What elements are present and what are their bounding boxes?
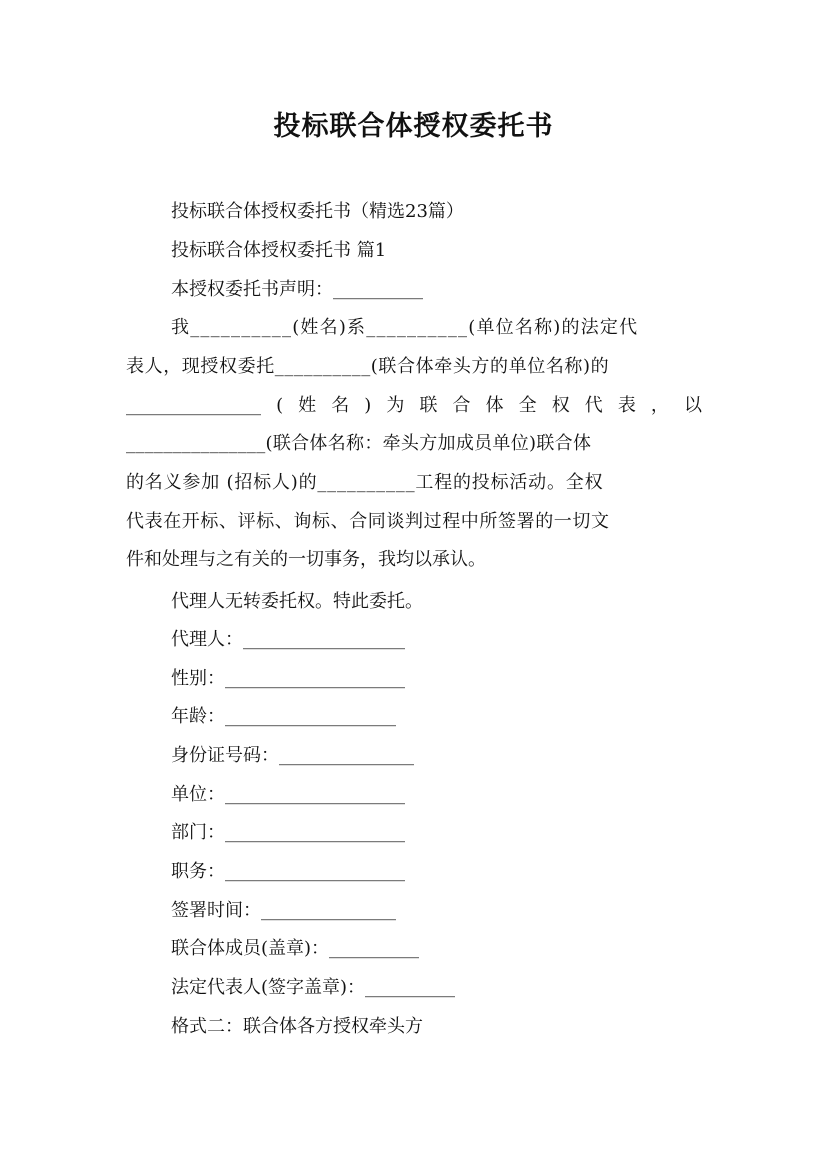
field-gender: 性别：____________________ (171, 668, 405, 689)
document-title: 投标联合体授权委托书 (273, 111, 554, 142)
body-line-3-char: _______________ (126, 395, 261, 416)
body-line-3-char: 表 (617, 395, 636, 416)
body-line-4: _______________(联合体名称：牵头方加成员单位)联合体 (126, 433, 592, 454)
body-line-3-char: 权 (551, 395, 570, 416)
body-line-3-char: 代 (584, 395, 603, 416)
format-two-heading: 格式二：联合体各方授权牵头方 (171, 1016, 423, 1037)
body-line-3-char: 以 (683, 395, 702, 416)
body-line-3-char: 为 (386, 395, 405, 416)
field-legal-rep-seal: 法定代表人(签字盖章)：__________ (171, 977, 456, 998)
body-line-1: 我__________(姓名)系__________(单位名称)的法定代 (171, 317, 639, 338)
field-agent: 代理人：__________________ (171, 629, 405, 650)
declaration-line: 本授权委托书声明：__________ (171, 279, 423, 300)
no-transfer-line: 代理人无转委托权。特此委托。 (171, 591, 423, 612)
field-department: 部门：____________________ (171, 822, 405, 843)
body-line-2: 表人，现授权委托__________(联合体牵头方的单位名称)的 (126, 356, 610, 377)
intro-line: 投标联合体授权委托书（精选23篇） (171, 201, 464, 222)
field-sign-time: 签署时间：_______________ (171, 900, 396, 921)
field-age: 年龄：___________________ (171, 706, 396, 727)
body-line-3-char: 名 (331, 395, 350, 416)
body-line-5: 的名义参加 (招标人)的__________工程的投标活动。全权 (126, 472, 604, 493)
field-unit: 单位：____________________ (171, 784, 405, 805)
body-line-6: 代表在开标、评标、询标、合同谈判过程中所签署的一切文 (126, 511, 610, 532)
body-line-3-char: 体 (485, 395, 504, 416)
body-line-7: 件和处理与之有关的一切事务，我均以承认。 (126, 549, 486, 570)
field-id-number: 身份证号码：_______________ (171, 745, 414, 766)
field-member-seal: 联合体成员(盖章)：__________ (171, 938, 420, 959)
body-line-3-char: ( (276, 395, 284, 416)
part-heading: 投标联合体授权委托书 篇1 (171, 240, 387, 261)
body-line-3-char: 联 (419, 395, 438, 416)
body-line-3-char: 合 (452, 395, 471, 416)
body-line-3 (126, 394, 702, 418)
body-line-3-char: ， (650, 395, 669, 416)
body-line-3-char: 全 (518, 395, 537, 416)
field-position: 职务：____________________ (171, 861, 405, 882)
body-line-3-char: 姓 (298, 395, 317, 416)
body-line-3-char: ) (364, 395, 372, 416)
